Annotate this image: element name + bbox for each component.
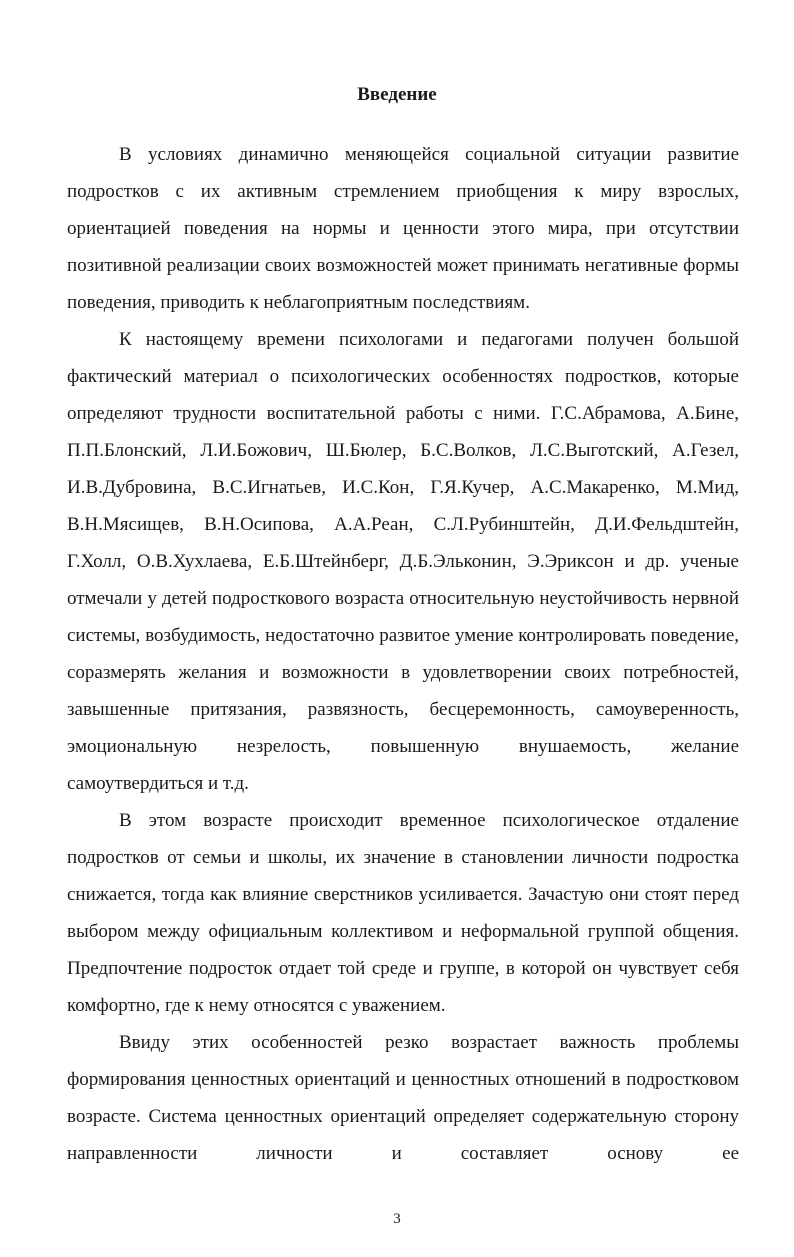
body-text (67, 136, 739, 1172)
paragraph-3: В этом возрасте происходит временное психологическое отдаление подростков от семьи и школы, их значение в становлении личности подростка снижается, тогда как влияние сверстников усиливается. Зачастую они стоят перед выбором между официальным коллективом и неформальной группой общения. Предпочтение подросток отдает той среде и группе, в которой он чувствует себя комфортно, где к нему относятся с уважением. (67, 810, 739, 1016)
page-number: 3 (393, 1211, 401, 1227)
paragraph-1: В условиях динамично меняющейся социальной ситуации развитие подростков с их активным стремлением приобщения к миру взрослых, ориентацией поведения на нормы и ценности этого мира, при отсутствии позитивной реализации своих возможностей может принимать негативные формы поведения, приводить к неблагоприятным последствиям. (67, 144, 739, 313)
paragraph-2: К настоящему времени психологами и педагогами получен большой фактический материал о психологических особенностях подростков, которые определяют трудности воспитательной работы с ними. Г.С.Абрамова, А.Бине, П.П.Блонский, Л.И.Божович, Ш.Бюлер, Б.С.Волков, Л.С.Выготский, А.Гезел, И.В.Дубровина, В.С.Игнатьев, И.С.Кон, Г.Я.Кучер, А.С.Макаренко, М.Мид, В.Н.Мясищев, В.Н.Осипова, А.А.Реан, С.Л.Рубинштейн, Д.И.Фельдштейн, Г.Холл, О.В.Хухлаева, Е.Б.Штейнберг, Д.Б.Эльконин, Э.Эриксон и др. ученые отмечали у детей подросткового возраста относительную неустойчивость нервной системы, возбудимость, недостаточно развитое умение контролировать поведение, соразмерять желания и возможности в удовлетворении своих потребностей, завышенные притязания, развязность, бесцеремонность, самоуверенность, эмоциональную незрелость, повышенную внушаемость, желание самоутвердиться и т.д. (67, 329, 739, 794)
paragraph-4: Ввиду этих особенностей резко возрастает важность проблемы формирования ценностных ориентаций и ценностных отношений в подростковом возрасте. Система ценностных ориентаций определяет содержательную сторону направленности личности и составляет основу ее (67, 1032, 739, 1164)
section-title: Введение (357, 84, 437, 105)
